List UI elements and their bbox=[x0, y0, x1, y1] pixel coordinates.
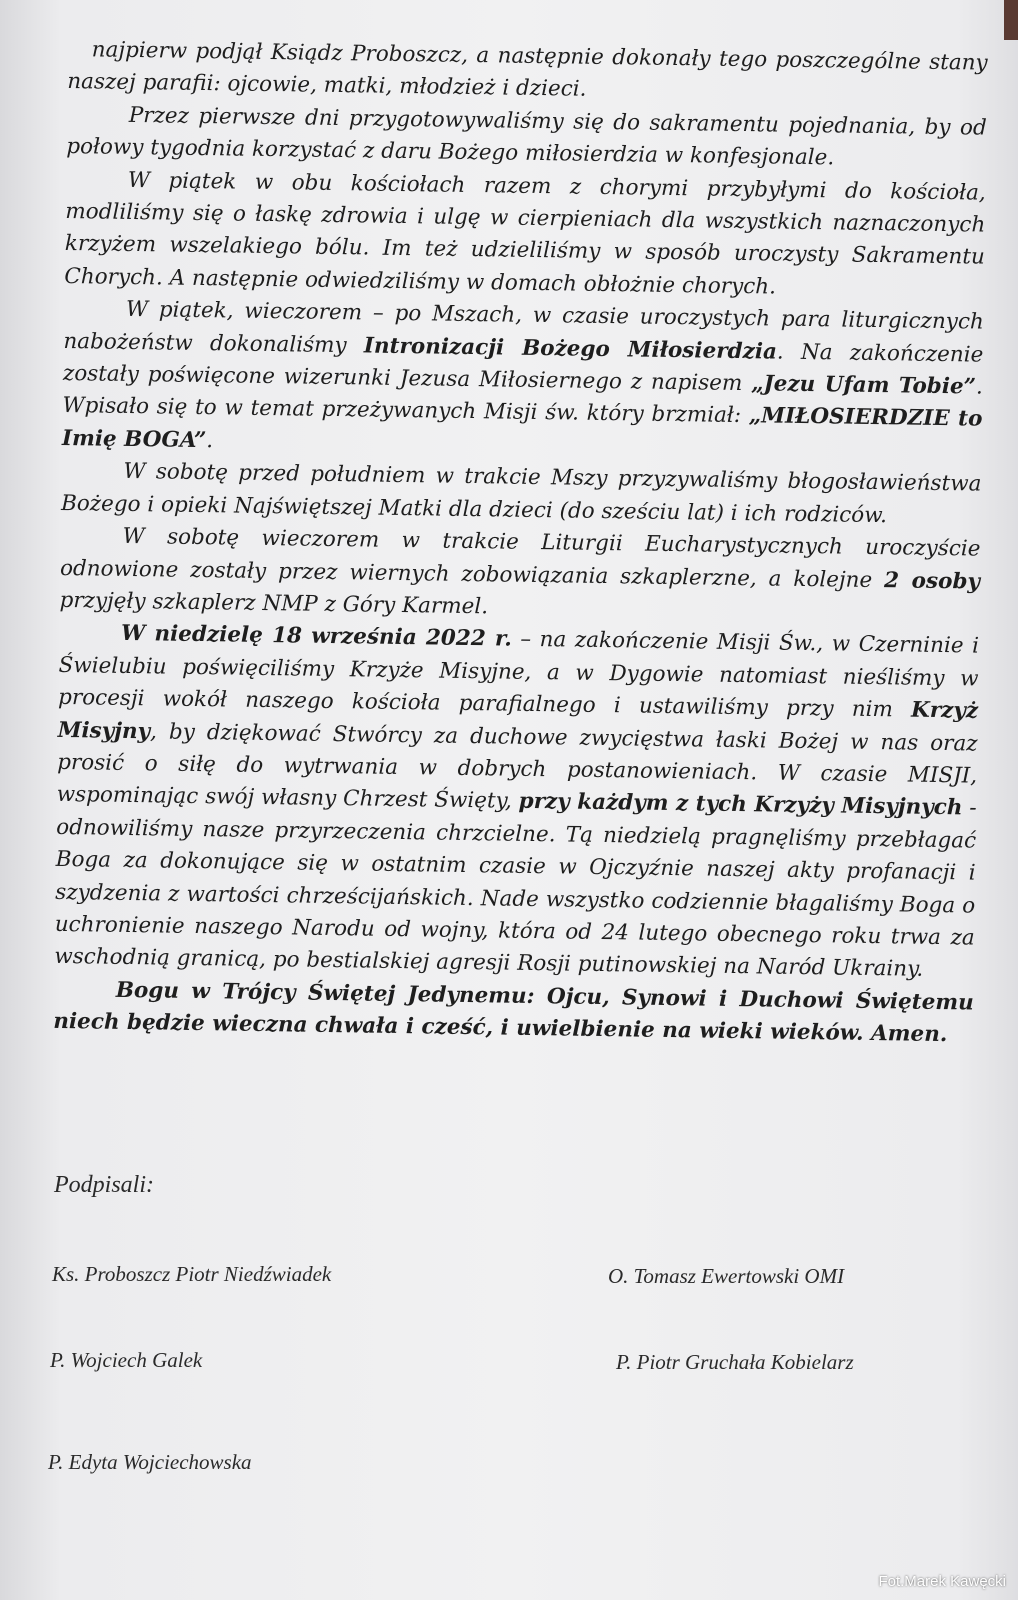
bold-text: 2 osoby bbox=[883, 567, 981, 595]
bold-text: Krzyż Misyjny bbox=[57, 697, 979, 744]
text-run: - odnowiliśmy nasze przyrzeczenia chrzcielne. Tą niedzielą pragnęliśmy przebłagać Boga za dokonujące się w ostatnim czasie w Ojczyźnie naszej akty profanacji i szydzenia z wartości chrześcijańskich. Nade wszystko codziennie błagaliśmy Boga o uchronienie naszego Narodu od wojny, która od 24 lutego obecnego roku trwa za wschodnią granicą, po bestialskiej agresji Rosji putinowskiej na Naród Ukrainy. bbox=[54, 795, 977, 983]
bold-text: W niedzielę 18 września 2022 r. bbox=[120, 621, 512, 652]
text-run: najpierw podjął Ksiądz Proboszcz, a następnie dokonały tego poszczególne stany naszej parafii: ojcowie, matki, młodzież i dzieci. bbox=[67, 37, 988, 103]
text-run: – na zakończenie Misji Św., w Czerninie i Świelubiu poświęciliśmy Krzyże Misyjne, a w Dygowie natomiast nieśliśmy w procesji wokół naszego kościoła parafialnego i ustawiliśmy przy nim bbox=[57, 626, 980, 723]
text-run: przyjęły szkaplerz NMP z Góry Karmel. bbox=[59, 587, 489, 620]
body-paragraph bbox=[53, 974, 974, 1052]
text-run: . Wpisało się to w temat przeżywanych Misji św. który brzmiał: bbox=[62, 374, 984, 429]
text-run: W sobotę przed południem w trakcie Mszy przyzywaliśmy błogosławieństwa Bożego i opieki Najświętszej Matki dla dzieci (do sześciu lat) i ich rodziców. bbox=[60, 459, 982, 528]
photo-credit: Fot.Marek Kawęcki bbox=[878, 1573, 1006, 1590]
body-paragraph bbox=[64, 164, 986, 307]
bold-text: przy każdym z tych Krzyży Misyjnych bbox=[518, 789, 963, 821]
table-edge bbox=[1004, 0, 1018, 40]
letter-body bbox=[53, 34, 988, 1052]
signatory-4: P. Piotr Gruchała Kobielarz bbox=[616, 1350, 854, 1374]
signatory-1: Ks. Proboszcz Piotr Niedźwiadek bbox=[52, 1262, 332, 1286]
bold-text: Intronizacji Bożego Miłosierdzia bbox=[363, 333, 778, 365]
text-run: , by dziękować Stwórcy za duchowe zwycięstwa łaski Bożej w nas oraz prosić o siłę do wytrwania w dobrych postanowieniach. W czasie MISJI, wspominając swój własny Chrzest Święty, bbox=[56, 718, 978, 815]
text-run: W piątek w obu kościołach razem z chorymi przybyłymi do kościoła, modliliśmy się o łaskę zdrowia i ulgę w cierpieniach dla wszystkich naznaczonych krzyżem wszelakiego bólu. Im też udzieliliśmy w sposób uroczysty Sakramentu Chorych. A następnie odwiedziliśmy w domach obłożnie chorych. bbox=[64, 167, 986, 300]
body-paragraph bbox=[59, 520, 980, 631]
signatory-2: O. Tomasz Ewertowski OMI bbox=[608, 1264, 845, 1288]
bold-text: Bogu w Trójcy Świętej Jedynemu: Ojcu, Synowi i Duchowi Świętemu niech będzie wieczna chwała i cześć, i uwielbienie na wieki wieków. Amen. bbox=[53, 977, 974, 1048]
signatory-5: P. Edyta Wojciechowska bbox=[48, 1450, 252, 1474]
text-run: . Na zakończenie zostały poświęcone wizerunki Jezusa Miłosiernego z napisem bbox=[62, 339, 984, 397]
text-run: Przez pierwsze dni przygotowywaliśmy się do sakramentu pojednania, by od połowy tygodnia korzystać z daru Bożego miłosierdzia w konfesjonale. bbox=[66, 102, 987, 171]
body-paragraph bbox=[62, 293, 984, 469]
text-run: W sobotę wieczorem w trakcie Liturgii Eucharystycznych uroczyście odnowione zostały przez wiernych zobowiązania szkaplerzne, a kolejne bbox=[59, 523, 981, 593]
text-run: W piątek, wieczorem – po Mszach, w czasie uroczystych para liturgicznych nabożeństw dokonaliśmy bbox=[63, 297, 985, 359]
bold-text: „Jezu Ufam Tobie” bbox=[751, 371, 977, 400]
bold-text: „MIŁOSIERDZIE to Imię BOGA” bbox=[61, 403, 983, 453]
text-run: . bbox=[206, 427, 214, 454]
signatory-3: P. Wojciech Galek bbox=[50, 1348, 203, 1372]
body-paragraph bbox=[54, 617, 979, 987]
signed-label: Podpisali: bbox=[54, 1172, 154, 1198]
